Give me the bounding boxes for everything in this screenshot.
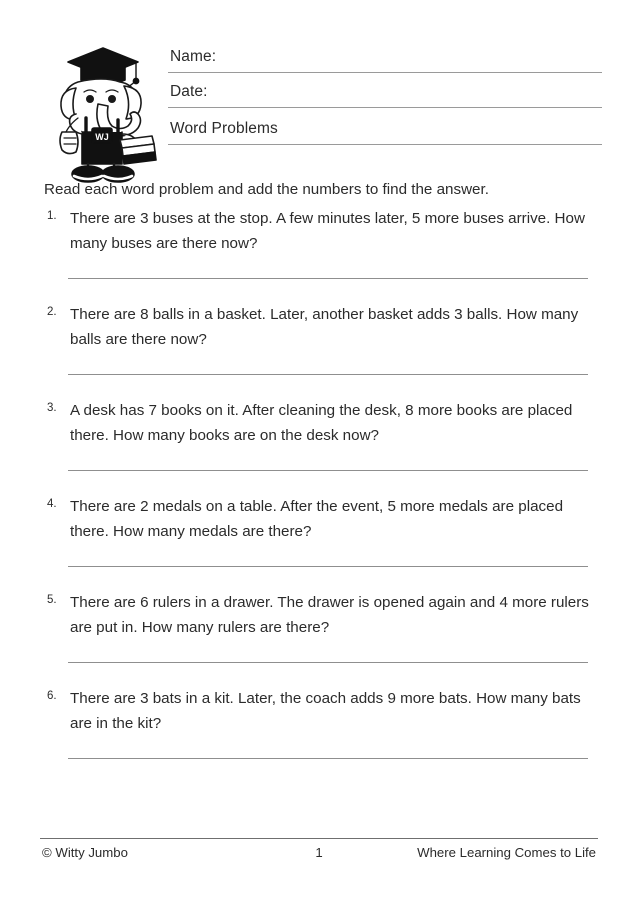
problem-item bbox=[0, 206, 640, 302]
worksheet-header bbox=[0, 28, 640, 178]
name-field-row[interactable] bbox=[168, 38, 602, 73]
problem-item bbox=[0, 398, 640, 494]
problem-text: There are 2 medals on a table. After the event, 5 more medals are placed there. How many medals are there? bbox=[70, 498, 564, 540]
answer-line[interactable] bbox=[68, 278, 588, 279]
elephant-graduate-mascot-icon bbox=[48, 36, 158, 184]
problem-number: 3. bbox=[47, 402, 57, 414]
instruction-text: Read each word problem and add the numbers to find the answer. bbox=[44, 181, 489, 198]
date-field-label: Date: bbox=[170, 83, 208, 100]
problem-item bbox=[0, 494, 640, 590]
problem-list bbox=[0, 206, 640, 782]
answer-line[interactable] bbox=[68, 374, 588, 375]
page-footer bbox=[40, 838, 598, 865]
problem-text: There are 6 rulers in a drawer. The drawer is opened again and 4 more rulers are put in. How many rulers are there? bbox=[70, 594, 589, 636]
answer-line[interactable] bbox=[68, 566, 588, 567]
problem-item bbox=[0, 590, 640, 686]
problem-item bbox=[0, 686, 640, 782]
svg-text:WJ: WJ bbox=[95, 132, 109, 142]
header-fields bbox=[168, 38, 602, 145]
answer-line[interactable] bbox=[68, 470, 588, 471]
problem-number: 6. bbox=[47, 690, 57, 702]
problem-text: There are 3 bats in a kit. Later, the coach adds 9 more bats. How many bats are in the kit? bbox=[70, 690, 581, 732]
problem-text: A desk has 7 books on it. After cleaning the desk, 8 more books are placed there. How many books are on the desk now? bbox=[70, 402, 573, 444]
problem-text: There are 3 buses at the stop. A few minutes later, 5 more buses arrive. How many buses are there now? bbox=[70, 210, 585, 252]
footer-copyright: © Witty Jumbo bbox=[42, 845, 128, 860]
problem-number: 4. bbox=[47, 498, 57, 510]
answer-line[interactable] bbox=[68, 662, 588, 663]
footer-tagline: Where Learning Comes to Life bbox=[417, 845, 596, 860]
page-title: Word Problems bbox=[170, 120, 278, 137]
date-field-row[interactable] bbox=[168, 73, 602, 108]
problem-number: 5. bbox=[47, 594, 57, 606]
name-field-label: Name: bbox=[170, 48, 217, 65]
problem-item bbox=[0, 302, 640, 398]
problem-text: There are 8 balls in a basket. Later, another basket adds 3 balls. How many balls are there now? bbox=[70, 306, 579, 348]
answer-line[interactable] bbox=[68, 758, 588, 759]
problem-number: 2. bbox=[47, 306, 57, 318]
worksheet-title-row bbox=[168, 108, 602, 145]
footer-page-number: 1 bbox=[315, 845, 323, 860]
problem-number: 1. bbox=[47, 210, 57, 222]
